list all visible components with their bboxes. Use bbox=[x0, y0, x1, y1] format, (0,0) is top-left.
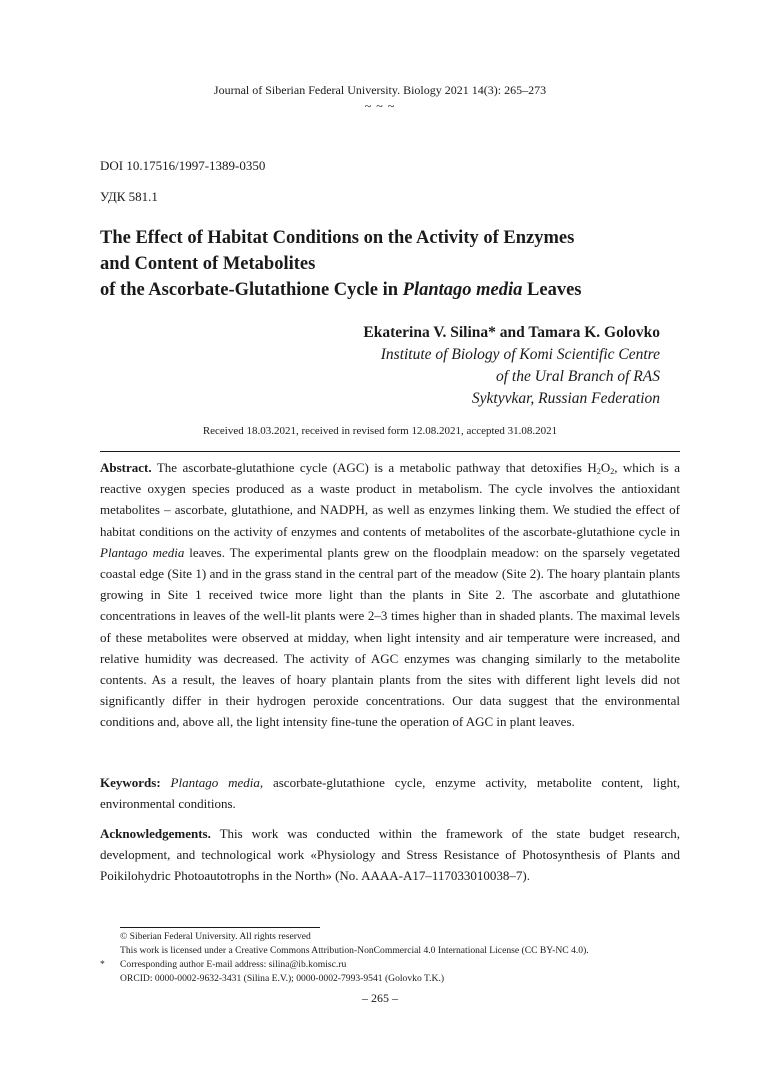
author-names: Ekaterina V. Silina* and Tamara K. Golovko bbox=[363, 324, 660, 341]
abstract-label: Abstract. bbox=[100, 460, 152, 475]
keywords-species-name: Plantago media bbox=[170, 775, 260, 790]
corresponding-email: Corresponding author E-mail address: silina@ib.komisc.ru bbox=[120, 959, 347, 970]
subscript-2a: 2 bbox=[596, 467, 601, 476]
footnote-orcid: ORCID: 0000-0002-9632-3431 (Silina E.V.); 0000-0002-7993-9541 (Golovko T.K.) bbox=[120, 973, 445, 984]
affiliation-line-1: Institute of Biology of Komi Scientific Centre bbox=[380, 346, 660, 363]
footnote-corresponding bbox=[100, 958, 700, 972]
title-line-1: The Effect of Habitat Conditions on the Activity of Enzymes bbox=[100, 228, 575, 248]
abstract-text-3: , which is a reactive oxygen species produced as a waste product in metabolism. The cycle involves the antioxidant metabolites – ascorbate, glutathione, and NADPH, as well as enzymes linking them. We studied the effect of habitat conditions on the activity of enzymes and contents of metabolites of the ascorbate-glutathione cycle in bbox=[100, 460, 680, 539]
page-number: – 265 – bbox=[362, 991, 398, 1005]
title-line-2: and Content of Metabolites bbox=[100, 254, 316, 274]
affiliation-line-2: of the Ural Branch of RAS bbox=[495, 368, 660, 385]
abstract bbox=[100, 457, 680, 733]
acknowledgements-label: Acknowledgements. bbox=[100, 826, 211, 841]
header-ornament: ~ ~ ~ bbox=[364, 99, 396, 113]
doi: DOI 10.17516/1997-1389-0350 bbox=[100, 158, 266, 173]
footnote-copyright: © Siberian Federal University. All rights reserved bbox=[120, 931, 311, 942]
footnote-divider bbox=[120, 927, 320, 928]
title-species-name: Plantago media bbox=[402, 280, 523, 300]
title-line-3-start: of the Ascorbate-Glutathione Cycle in bbox=[100, 280, 403, 300]
footnote-star: * bbox=[100, 959, 105, 970]
footnotes bbox=[100, 930, 700, 986]
acknowledgements-text: This work was conducted within the framework of the state budget research, development, and technological work «Physiology and Stress Resistance of Photosynthesis of Plants and Poikilohydric Photoautotrophs in the North» (No. AAAA-A17–117033010038–7). bbox=[100, 826, 680, 883]
title-line-3-end: Leaves bbox=[522, 280, 582, 300]
udk-code: УДК 581.1 bbox=[100, 189, 158, 204]
keywords-text: , ascorbate-glutathione cycle, enzyme activity, metabolite content, light, environmental conditions. bbox=[100, 775, 681, 811]
abstract-text-4: leaves. The experimental plants grew on the floodplain meadow: on the sparsely vegetated coastal edge (Site 1) and in the grass stand in the central part of the meadow (Site 2). The hoary plantain plants growing in Site 1 received twice more light than the plants in Site 2. The ascorbate and glutathione concentrations in leaves of the well-lit plants were 2–3 times higher than in shaded plants. The maximal levels of these metabolites were observed at midday, when light intensity and air temperature were increased, and relative humidity was decreased. The activity of AGC enzymes was changing similarly to the metabolite contents. As a result, the leaves of hoary plantain plants from the sites with different light levels did not significantly differ in their hydrogen peroxide concentrations. Our data suggest that the environmental conditions and, above all, the light intensity fine-tune the operation of AGC in plant leaves. bbox=[100, 544, 680, 730]
article-title bbox=[100, 225, 680, 303]
abstract-species-name: Plantago media bbox=[100, 544, 185, 560]
footnote-license: This work is licensed under a Creative Commons Attribution-NonCommercial 4.0 International License (CC BY-NC 4.0). bbox=[120, 945, 589, 956]
title-line-3 bbox=[100, 277, 680, 303]
abstract-divider bbox=[100, 451, 680, 452]
received-dates: Received 18.03.2021, received in revised form 12.08.2021, accepted 31.08.2021 bbox=[202, 425, 558, 437]
acknowledgements bbox=[100, 823, 680, 886]
abstract-text-2: O bbox=[600, 460, 611, 475]
keywords-label: Keywords: bbox=[100, 775, 161, 790]
keywords bbox=[100, 772, 680, 814]
abstract-text-1: The ascorbate-glutathione cycle (AGC) is a metabolic pathway that detoxifies H bbox=[151, 460, 597, 475]
affiliation-line-3: Syktyvkar, Russian Federation bbox=[471, 390, 660, 407]
authors-block bbox=[363, 322, 660, 410]
subscript-2b: 2 bbox=[610, 467, 615, 476]
journal-citation: Journal of Siberian Federal University. Biology 2021 14(3): 265–273 bbox=[213, 83, 547, 97]
